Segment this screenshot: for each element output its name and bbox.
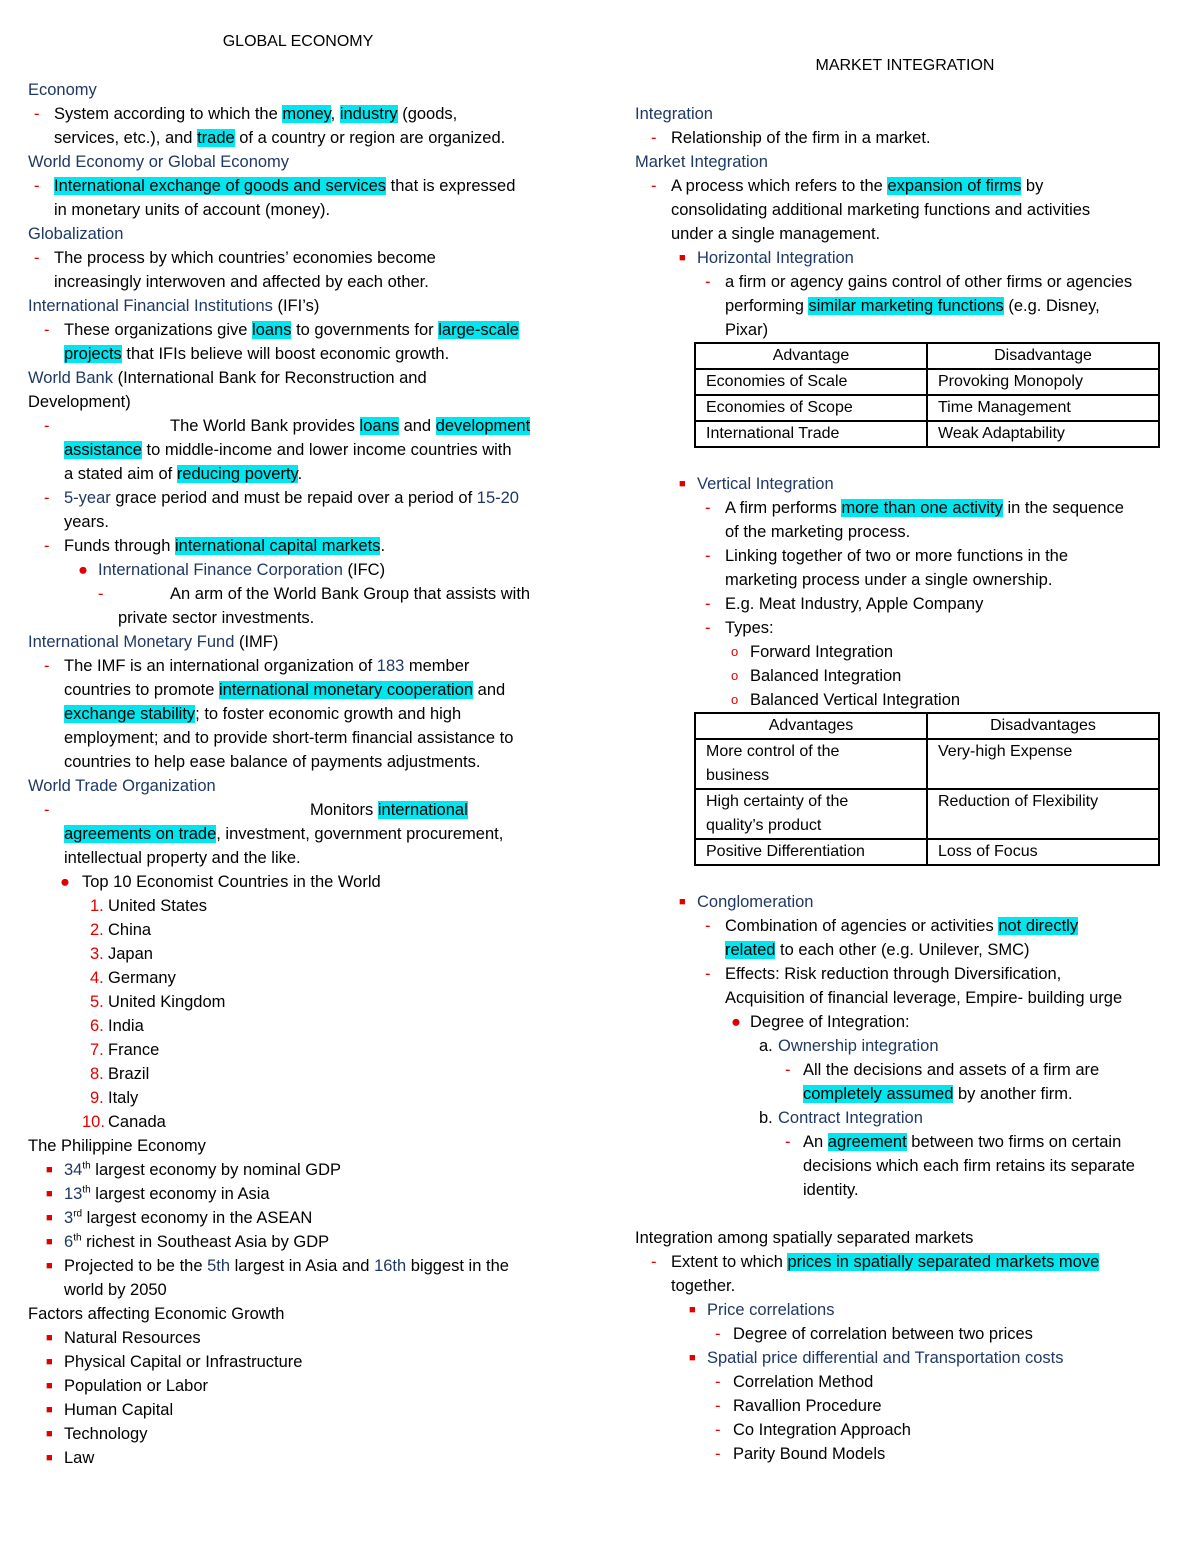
- ifi-definition: - These organizations give loans to governments for large-scale: [44, 321, 519, 339]
- country-name: Canada: [108, 1113, 166, 1131]
- list-number: 4.: [90, 969, 104, 987]
- country-name: Italy: [108, 1089, 139, 1107]
- method-item: - Correlation Method: [715, 1373, 874, 1391]
- list-number: 8.: [90, 1065, 104, 1083]
- country-item: [28, 1062, 588, 1086]
- top-10-title: ● Top 10 Economist Countries in the World: [60, 873, 381, 891]
- country-name: India: [108, 1017, 144, 1035]
- factor-item: ■ Human Capital: [46, 1401, 174, 1419]
- dash-bullet: -: [34, 105, 40, 123]
- method-item: - Ravallion Procedure: [715, 1397, 882, 1415]
- factor-item: ■ Law: [46, 1449, 95, 1467]
- globalization-definition: - The process by which countries’ economies become: [34, 249, 436, 267]
- price-correlations: ■ Price correlations: [689, 1301, 835, 1319]
- country-item: [28, 1014, 588, 1038]
- table-row: More control of the business Very-high Expense: [695, 739, 1159, 789]
- ifi-heading: International Financial Institutions (IFI’s): [28, 297, 320, 315]
- table-row: Positive Differentiation Loss of Focus: [695, 839, 1159, 865]
- integration-heading: Integration: [635, 105, 713, 123]
- market-integration-definition: - A process which refers to the expansion of firms by: [651, 177, 1044, 195]
- degree-of-integration: ● Degree of Integration:: [731, 1013, 910, 1031]
- table-header: Disadvantage: [927, 343, 1159, 369]
- factor-item: ■ Physical Capital or Infrastructure: [46, 1353, 303, 1371]
- country-item: [28, 1038, 588, 1062]
- country-name: Germany: [108, 969, 176, 987]
- list-number: 7.: [90, 1041, 104, 1059]
- table-row: High certainty of the quality’s product Reduction of Flexibility: [695, 789, 1159, 839]
- country-item: [28, 894, 588, 918]
- economy-definition: - System according to which the money, industry (goods,: [28, 102, 588, 126]
- factor-item: ■ Population or Labor: [46, 1377, 209, 1395]
- country-item: [28, 1110, 588, 1134]
- country-name: United Kingdom: [108, 993, 226, 1011]
- table-row: Economies of Scope Time Management: [695, 395, 1159, 421]
- economy-heading: Economy: [28, 81, 97, 99]
- table-row: Economies of Scale Provoking Monopoly: [695, 369, 1159, 395]
- world-bank-heading: World Bank (International Bank for Reconstruction and: [28, 369, 427, 387]
- vertical-integration-table: [694, 712, 1160, 866]
- list-number: 5.: [90, 993, 104, 1011]
- country-item: [28, 942, 588, 966]
- list-number: 9.: [90, 1089, 104, 1107]
- country-item: [28, 990, 588, 1014]
- ph-item: ■ 6th richest in Southeast Asia by GDP: [46, 1232, 330, 1251]
- horizontal-integration-table: [694, 342, 1160, 448]
- factor-item: ■ Natural Resources: [46, 1329, 201, 1347]
- factors-heading: Factors affecting Economic Growth: [28, 1305, 285, 1323]
- type-item: o Forward Integration: [731, 643, 894, 661]
- list-number: 6.: [90, 1017, 104, 1035]
- method-item: - Co Integration Approach: [715, 1421, 911, 1439]
- funds-item: - Funds through international capital markets.: [44, 537, 386, 555]
- conglomeration-heading: ■ Conglomeration: [679, 893, 814, 911]
- grace-period-item: - 5-year grace period and must be repaid over a period of 15-20: [44, 489, 519, 507]
- spatial-markets-heading: Integration among spatially separated markets: [635, 1229, 974, 1247]
- country-name: France: [108, 1041, 160, 1059]
- list-number: 2.: [90, 921, 104, 939]
- method-list: [635, 1370, 1180, 1466]
- wto-definition: - Monitors international: [44, 801, 468, 819]
- spatial-price-differential: ■ Spatial price differential and Transportation costs: [689, 1349, 1064, 1367]
- wto-heading: World Trade Organization: [28, 777, 216, 795]
- conglomeration-definition: - Combination of agencies or activities not directly: [705, 917, 1079, 935]
- ph-item: ■ 34th largest economy by nominal GDP: [46, 1160, 342, 1179]
- market-integration-title: MARKET INTEGRATION: [815, 57, 995, 74]
- list-number: 3.: [90, 945, 104, 963]
- ph-item: ■ Projected to be the 5th largest in Asia and 16th biggest in the: [46, 1257, 509, 1275]
- globalization-heading: Globalization: [28, 225, 124, 243]
- country-name: Japan: [108, 945, 153, 963]
- list-number: 10.: [82, 1113, 105, 1131]
- country-item: [28, 918, 588, 942]
- spatial-definition: - Extent to which prices in spatially separated markets move: [651, 1253, 1100, 1271]
- table-row: International Trade Weak Adaptability: [695, 421, 1159, 447]
- country-list: [28, 894, 588, 1134]
- horizontal-integration-heading: ■ Horizontal Integration: [679, 249, 854, 267]
- imf-heading: International Monetary Fund (IMF): [28, 633, 279, 651]
- ph-item: ■ 13th largest economy in Asia: [46, 1184, 270, 1203]
- country-name: Brazil: [108, 1065, 150, 1083]
- method-item: - Parity Bound Models: [715, 1445, 886, 1463]
- world-economy-definition: - International exchange of goods and services that is expressed: [34, 177, 516, 195]
- country-name: China: [108, 921, 152, 939]
- factor-item: ■ Technology: [46, 1425, 148, 1443]
- market-integration-heading: Market Integration: [635, 153, 768, 171]
- contract-integration: b. Contract Integration: [759, 1109, 923, 1127]
- table-header: Disadvantages: [927, 713, 1159, 739]
- factor-list: [28, 1326, 588, 1470]
- ifc-item: ● International Finance Corporation (IFC): [78, 561, 386, 579]
- table-header: Advantage: [695, 343, 927, 369]
- horizontal-definition: - a firm or agency gains control of other firms or agencies: [705, 273, 1133, 291]
- vertical-integration-heading: ■ Vertical Integration: [679, 475, 834, 493]
- integration-definition: - Relationship of the firm in a market.: [651, 129, 931, 147]
- world-economy-heading: World Economy or Global Economy: [28, 153, 290, 171]
- list-number: 1.: [90, 897, 104, 915]
- country-item: [28, 1086, 588, 1110]
- imf-definition: - The IMF is an international organization of 183 member: [44, 657, 470, 675]
- table-header: Advantages: [695, 713, 927, 739]
- ph-item: ■ 3rd largest economy in the ASEAN: [46, 1208, 313, 1227]
- global-economy-title: GLOBAL ECONOMY: [222, 33, 374, 50]
- type-item: o Balanced Integration: [731, 667, 902, 685]
- country-name: United States: [108, 897, 208, 915]
- vertical-definition: - A firm performs more than one activity in the sequence: [705, 499, 1124, 517]
- world-bank-definition: - The World Bank provides loans and development: [44, 417, 531, 435]
- ownership-integration: a. Ownership integration: [759, 1037, 939, 1055]
- philippine-economy-heading: The Philippine Economy: [28, 1137, 206, 1155]
- type-item: o Balanced Vertical Integration: [731, 691, 961, 709]
- country-item: [28, 966, 588, 990]
